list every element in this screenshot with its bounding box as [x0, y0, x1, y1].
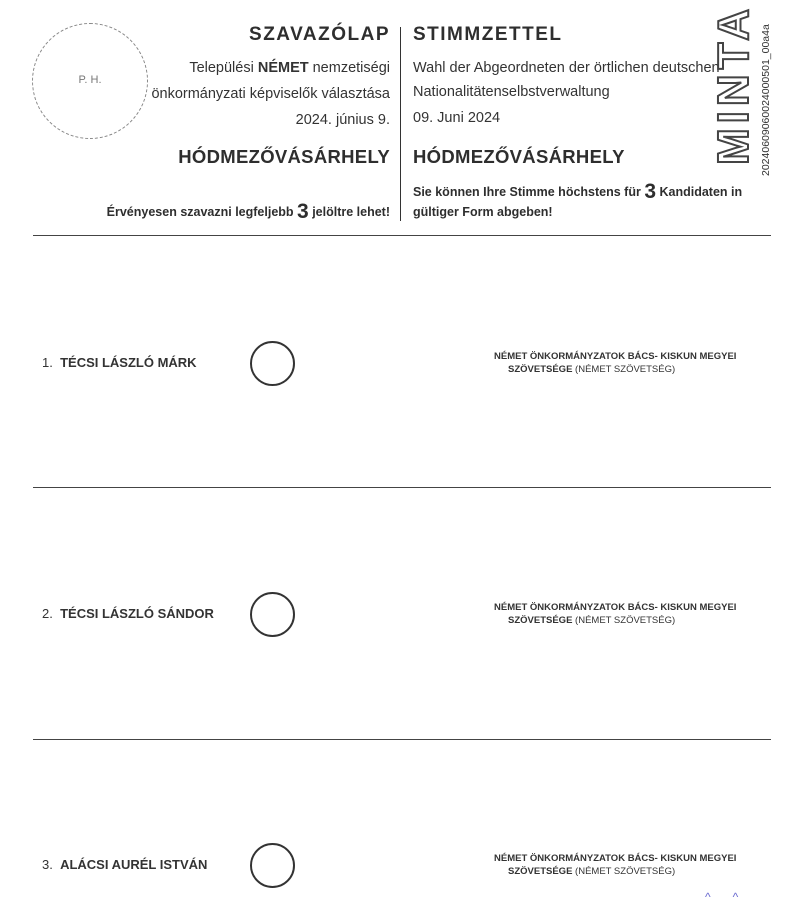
minta-watermark: MINTA — [709, 3, 758, 165]
candidate-2-vote-circle[interactable] — [250, 592, 295, 637]
stamp-label: P. H. — [78, 74, 102, 86]
row-separator — [33, 739, 771, 740]
ballot-serial-number: 20240609060024000501_00a4a — [760, 24, 772, 176]
row-separator — [33, 487, 771, 488]
candidate-2-name: 2. TÉCSI LÁSZLÓ SÁNDOR — [42, 606, 214, 621]
candidate-3-organization: NÉMET ÖNKORMÁNYZATOK BÁCS- KISKUN MEGYEI SZÖVETSÉGE (NÉMET SZÖVETSÉG) — [494, 853, 737, 877]
election-date-hu: 2024. június 9. — [295, 112, 390, 128]
candidate-3-name: 3. ALÁCSI AURÉL ISTVÁN — [42, 857, 208, 872]
ballot-title-hu: SZAVAZÓLAP — [249, 24, 390, 45]
city-de: HÓDMEZŐVÁSÁRHELY — [413, 146, 625, 167]
voting-note-hu: Érvényesen szavazni legfeljebb 3 jelöltre lehet! — [106, 200, 390, 223]
header-divider — [400, 27, 401, 221]
election-line2-de: Nationalitätenselbstverwaltung — [413, 84, 610, 100]
ballot-title-de: STIMMZETTEL — [413, 24, 563, 45]
election-line2-hu: önkormányzati képviselők választása — [151, 86, 390, 102]
stamp-placeholder — [32, 23, 148, 139]
voting-note-de: Sie können Ihre Stimme höchstens für 3 Kandidaten in — [413, 180, 743, 203]
candidate-3-vote-circle[interactable] — [250, 843, 295, 888]
scan-marks: ^^ — [705, 890, 761, 904]
header-separator — [33, 235, 771, 236]
candidate-1-vote-circle[interactable] — [250, 341, 295, 386]
candidate-1-organization: NÉMET ÖNKORMÁNYZATOK BÁCS- KISKUN MEGYEI SZÖVETSÉGE (NÉMET SZÖVETSÉG) — [494, 351, 737, 375]
election-date-de: 09. Juni 2024 — [413, 110, 501, 126]
voting-note-de-line2: gültiger Form abgeben! — [413, 205, 553, 219]
candidate-1-name: 1. TÉCSI LÁSZLÓ MÁRK — [42, 355, 197, 370]
candidate-2-organization: NÉMET ÖNKORMÁNYZATOK BÁCS- KISKUN MEGYEI SZÖVETSÉGE (NÉMET SZÖVETSÉG) — [494, 602, 737, 626]
city-hu: HÓDMEZŐVÁSÁRHELY — [178, 146, 390, 167]
election-line1-de: Wahl der Abgeordneten der örtlichen deutschen — [413, 60, 720, 76]
election-line1-hu: Települési NÉMET nemzetiségi — [189, 60, 390, 76]
